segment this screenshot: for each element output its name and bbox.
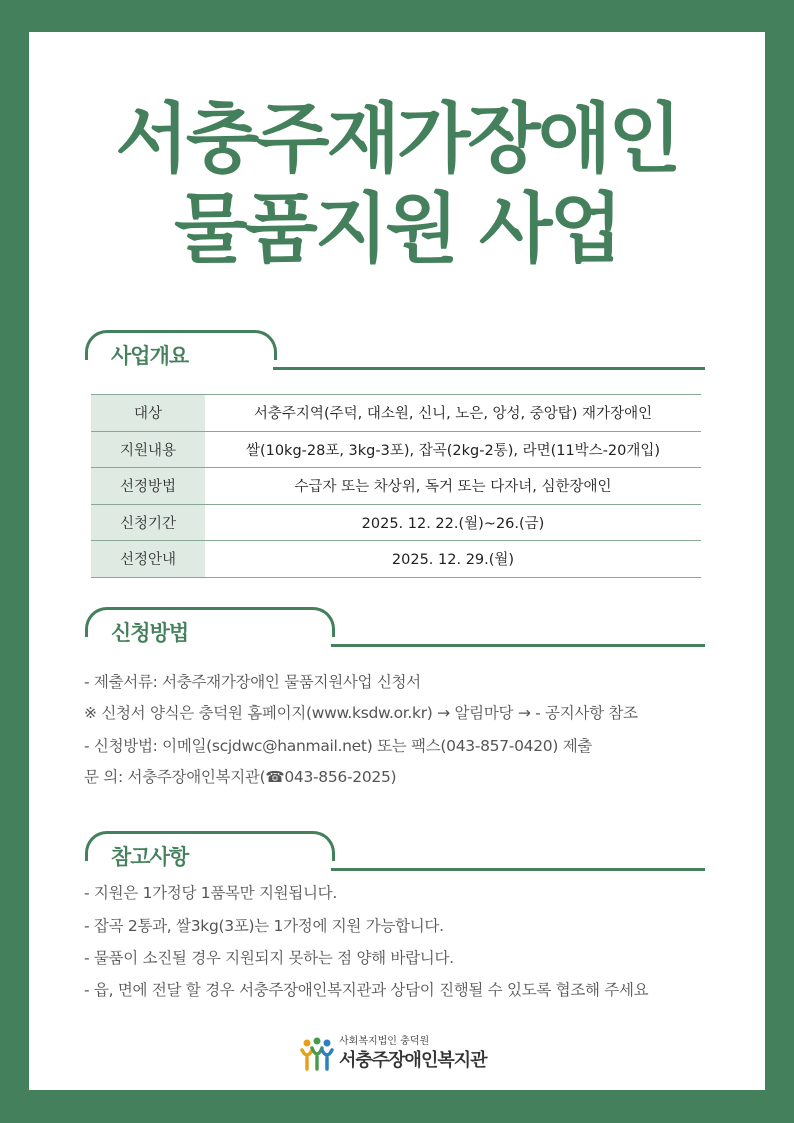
apply-heading <box>85 607 705 647</box>
apply-line: - 제출서류: 서충주재가장애인 물품지원사업 신청서 <box>84 673 421 691</box>
note-line: - 잡곡 2통과, 쌀3kg(3포)는 1가정에 지원 가능합니다. <box>84 917 444 935</box>
row-key: 신청기간 <box>91 504 205 541</box>
table-row <box>91 468 701 505</box>
apply-line: 문 의: 서충주장애인복지관(☎043-856-2025) <box>84 768 397 786</box>
row-key: 선정방법 <box>91 468 205 505</box>
footer-logo <box>299 1032 529 1076</box>
row-value: 2025. 12. 22.(월)~26.(금) <box>205 504 701 541</box>
apply-line: - 신청방법: 이메일(scjdwc@hanmail.net) 또는 팩스(043-857-0420) 제출 <box>84 737 593 755</box>
heading-rule <box>273 367 705 370</box>
page-title-line1: 서충주재가장애인 <box>115 94 679 183</box>
table-row <box>91 541 701 578</box>
note-line: - 물품이 소진될 경우 지원되지 못하는 점 양해 바랍니다. <box>84 949 454 967</box>
overview-table <box>91 394 701 578</box>
heading-rule <box>331 868 705 871</box>
heading-rule <box>331 644 705 647</box>
people-logo-icon <box>299 1036 335 1072</box>
overview-heading-label: 사업개요 <box>111 344 189 368</box>
row-key: 지원내용 <box>91 431 205 468</box>
page-title-line2: 물품지원 사업 <box>174 184 620 273</box>
row-key: 대상 <box>91 395 205 432</box>
row-value: 2025. 12. 29.(월) <box>205 541 701 578</box>
footer-org-small: 사회복지법인 충덕원 <box>339 1036 430 1047</box>
table-row <box>91 504 701 541</box>
note-line: - 읍, 면에 전달 할 경우 서충주장애인복지관과 상담이 진행될 수 있도록 협조해 주세요 <box>84 981 649 999</box>
row-value: 쌀(10kg-28포, 3kg-3포), 잡곡(2kg-2통), 라면(11박스-20개입) <box>205 431 701 468</box>
notes-heading <box>85 831 705 871</box>
table-row <box>91 431 701 468</box>
table-row <box>91 395 701 432</box>
note-line: - 지원은 1가정당 1품목만 지원됩니다. <box>84 884 337 902</box>
apply-line: ※ 신청서 양식은 충덕원 홈페이지(www.ksdw.or.kr) → 알림마당 → - 공지사항 참조 <box>84 704 638 722</box>
apply-heading-label: 신청방법 <box>111 621 189 645</box>
notes-heading-label: 참고사항 <box>111 845 189 869</box>
row-value: 서충주지역(주덕, 대소원, 신니, 노은, 앙성, 중앙탑) 재가장애인 <box>205 395 701 432</box>
row-value: 수급자 또는 차상위, 독거 또는 다자녀, 심한장애인 <box>205 468 701 505</box>
row-key: 선정안내 <box>91 541 205 578</box>
footer-org-name: 서충주장애인복지관 <box>339 1050 487 1071</box>
overview-heading <box>85 330 705 370</box>
poster-sheet <box>29 32 765 1090</box>
